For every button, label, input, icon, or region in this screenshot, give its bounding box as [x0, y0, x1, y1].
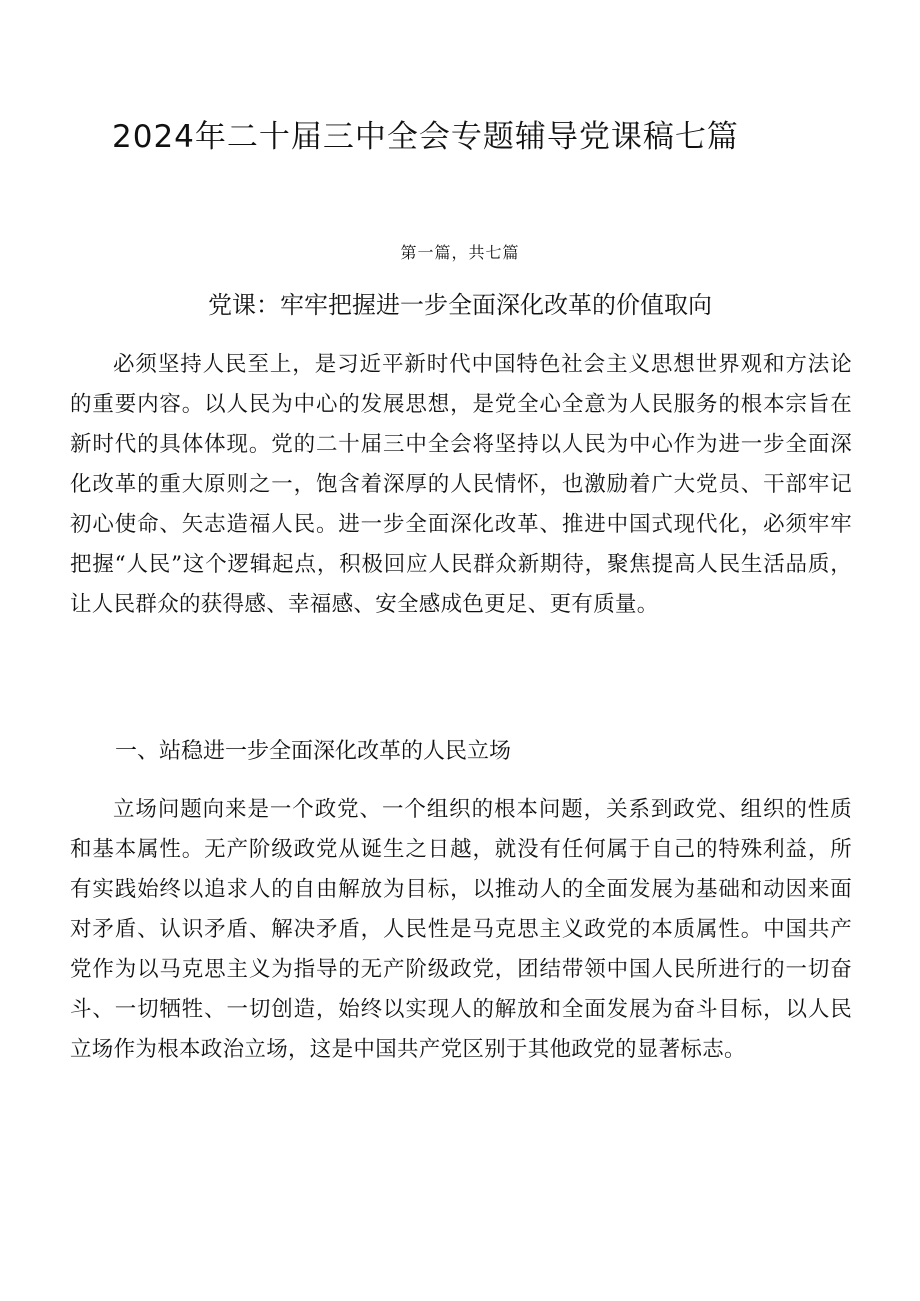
part-label: 第一篇，共七篇: [400, 243, 520, 262]
lesson-title: 党课：牢牢把握进一步全面深化改革的价值取向: [208, 291, 712, 319]
intro-paragraph: 必须坚持人民至上，是习近平新时代中国特色社会主义思想世界观和方法论的重要内容。以人民为中心的发展思想，是党全心全意为人民服务的根本宗旨在新时代的具体体现。党的二十届三中全会将坚持以人民为中心作为进一步全面深化改革的重大原则之一，饱含着深厚的人民情怀，也激励着广大党员、干部牢记初心使命、矢志造福人民。进一步全面深化改革、推进中国式现代化，必须牢牢把握“人民”这个逻辑起点，积极回应人民群众新期待，聚焦提高人民生活品质，让人民群众的获得感、幸福感、安全感成色更足、更有质量。: [70, 352, 852, 617]
section-heading: 一、站稳进一步全面深化改革的人民立场: [115, 739, 512, 764]
document-title: 2024年二十届三中全会专题辅导党课稿七篇: [112, 119, 739, 155]
section-paragraph: 立场问题向来是一个政党、一个组织的根本问题，关系到政党、组织的性质和基本属性。无产阶级政党从诞生之日越，就没有任何属于自己的特殊利益，所有实践始终以追求人的自由解放为目标，以推动人的全面发展为基础和动因来面对矛盾、认识矛盾、解决矛盾，人民性是马克思主义政党的本质属性。中国共产党作为以马克思主义为指导的无产阶级政党，团结带领中国人民所进行的一切奋斗、一切牺牲、一切创造，始终以实现人的解放和全面发展为奋斗目标，以人民立场作为根本政治立场，这是中国共产党区别于其他政党的显著标志。: [70, 797, 852, 1062]
